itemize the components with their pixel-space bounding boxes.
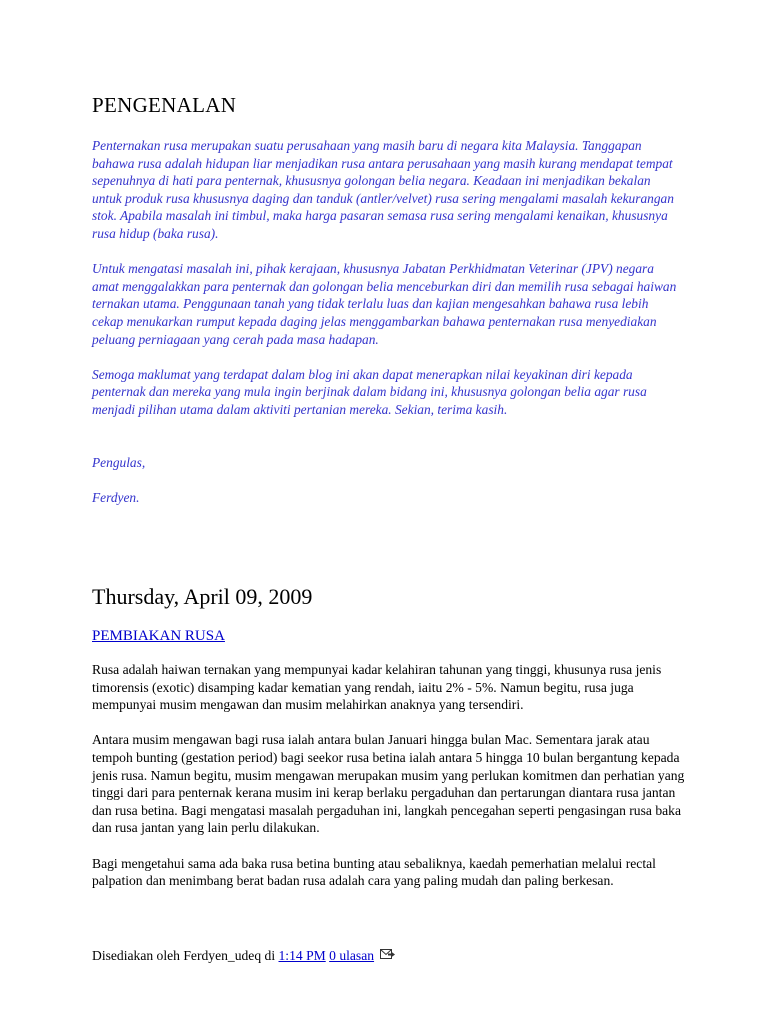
post-paragraph: Antara musim mengawan bagi rusa ialah antara bulan Januari hingga bulan Mac. Sementara jarak atau tempoh bunting (gestation period) bagi seekor rusa betina ialah antara 5 hingga 10 bulan bergantung kepada jenis rusa. Namun begitu, musim mengawan merupakan musim yang perlukan komitmen dan perhatian yang tinggi dari para penternak kerana musim ini kerap berlaku pergaduhan dan pertarungan diantara rusa jantan dan rusa betina. Bagi mengatasi masalah pergaduhan ini, langkah pencegahan seperti pengasingan rusa baka dan rusa jantan yang lain perlu dilakukan. (92, 732, 685, 836)
post-paragraph: Bagi mengetahui sama ada baka rusa betina bunting atau sebaliknya, kaedah pemerhatian melalui rectal palpation dan menimbang berat badan rusa adalah cara yang paling mudah dan paling berkesan. (92, 855, 656, 889)
post-date-header: Thursday, April 09, 2009 (92, 584, 313, 609)
post-body (92, 661, 692, 890)
post-footer (92, 948, 398, 965)
intro-paragraph: Semoga maklumat yang terdapat dalam blog ini akan dapat menerapkan nilai keyakinan diri kepada penternak dan mereka yang mula ingin berjinak dalam bidang ini, khususnya golongan belia agar rusa menjadi pilihan utama dalam aktiviti pertanian mereka. Sekian, terima kasih. (92, 366, 647, 417)
post-title-link[interactable]: PEMBIAKAN RUSA (92, 628, 225, 644)
intro-section (92, 137, 682, 524)
intro-signoff: Pengulas, (92, 454, 146, 470)
post-time-link[interactable]: 1:14 PM (278, 948, 326, 963)
intro-author: Ferdyen. (92, 489, 140, 505)
post-paragraph: Rusa adalah haiwan ternakan yang mempunyai kadar kelahiran tahunan yang tinggi, khusunya rusa jenis timorensis (exotic) disamping kadar kematian yang rendah, iaitu 2% - 5%. Namun begitu, rusa juga mempunyai musim mengawan dan musim melahirkan anaknya yang tersendiri. (92, 662, 662, 713)
intro-title: PENGENALAN (92, 93, 237, 117)
spacer (92, 436, 682, 454)
email-post-icon[interactable] (380, 948, 398, 965)
post-comments-link[interactable]: 0 ulasan (329, 948, 375, 963)
intro-paragraph: Penternakan rusa merupakan suatu perusahaan yang masih baru di negara kita Malaysia. Tanggapan bahawa rusa adalah hidupan liar menjadikan rusa antara perusahaan yang masih kurang mendapat tempat sepenuhnya di hati para penternak, khususnya golongan belia negara. Keadaan ini menjadikan bekalan untuk produk rusa khususnya daging dan tanduk (antler/velvet) rusa sering mengalami masalah kekurangan stok. Apabila masalah ini timbul, maka harga pasaran semasa rusa sering mengalami kenaikan, khususnya rusa hidup (baka rusa). (92, 138, 674, 241)
intro-paragraph: Untuk mengatasi masalah ini, pihak kerajaan, khususnya Jabatan Perkhidmatan Veterinar (JPV) negara amat menggalakkan para penternak dan golongan belia menceburkan diri dan memilih rusa sebagai haiwan ternakan utama. Penggunaan tanah yang tidak terlalu luas dan kajian mengesahkan bahawa rusa lebih cekap menukarkan rumput kepada daging jelas menggambarkan bahawa penternakan rusa menyediakan peluang perniagaan yang cerah pada masa hadapan. (92, 261, 677, 347)
post-author-prefix: Disediakan oleh Ferdyen_udeq di (92, 948, 276, 963)
